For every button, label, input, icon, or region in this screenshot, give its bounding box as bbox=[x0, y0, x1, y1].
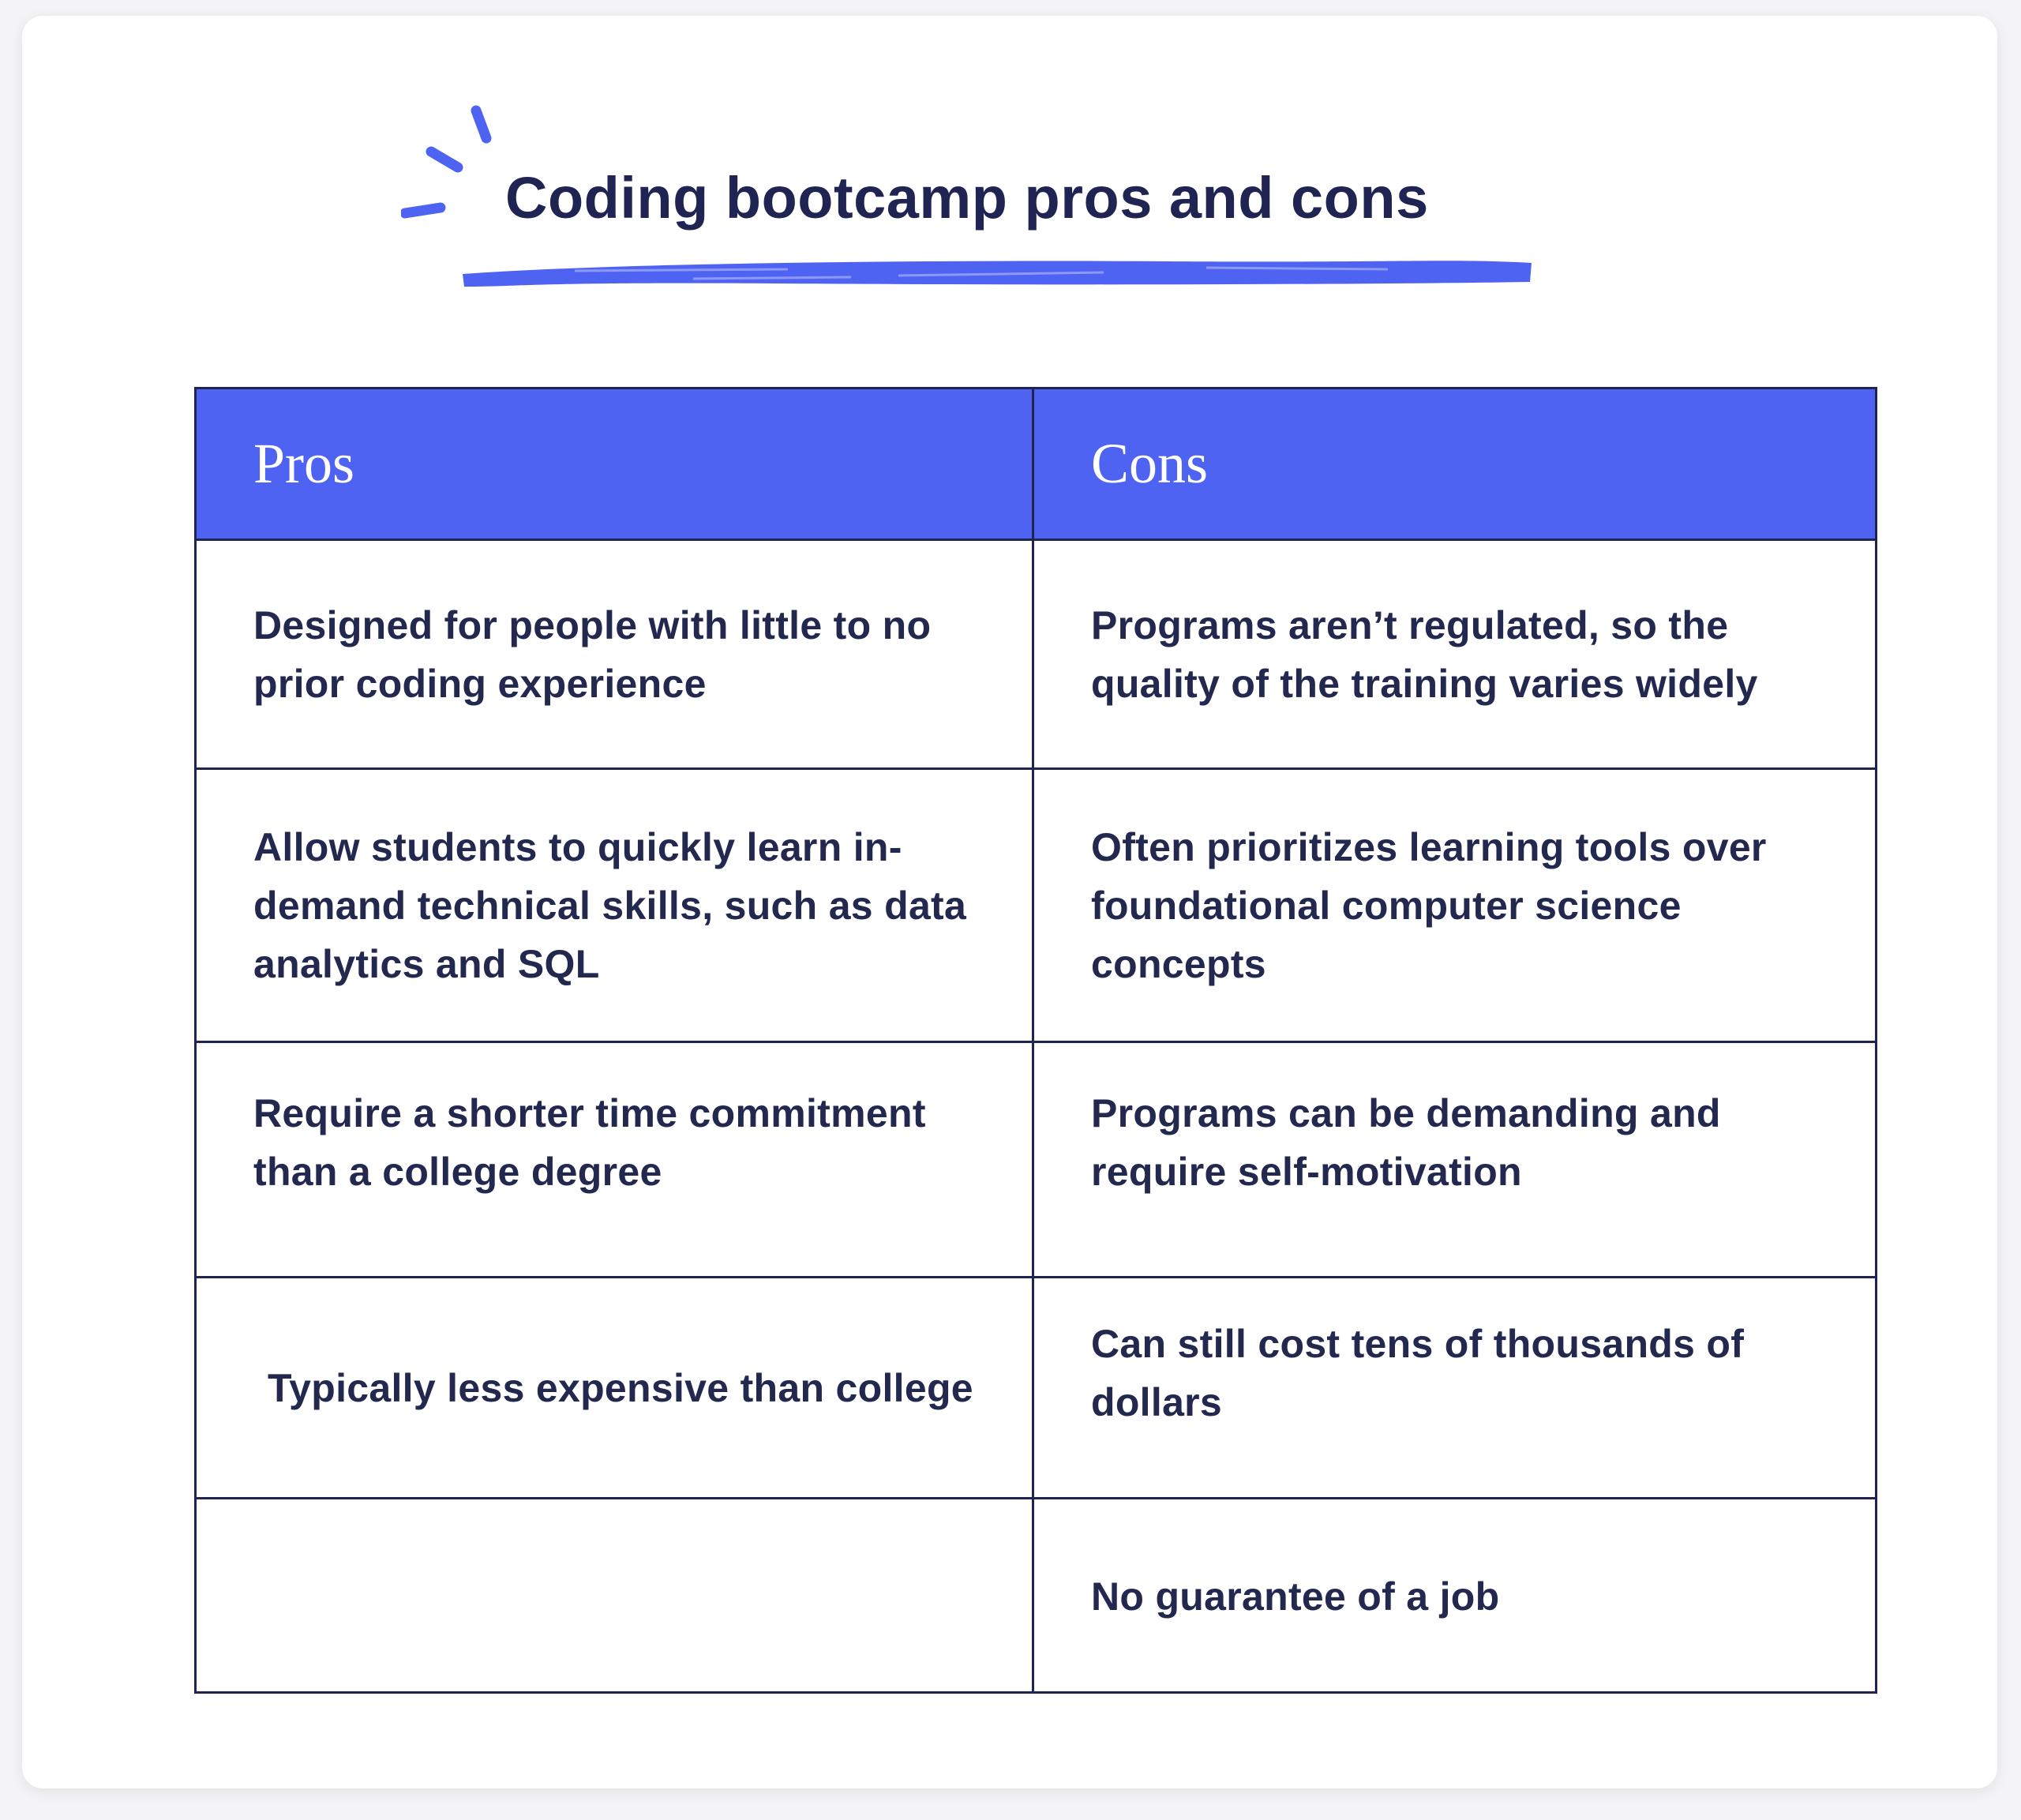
pro-text: Require a shorter time commitment than a college degree bbox=[253, 1091, 926, 1194]
con-text: Often prioritizes learning tools over foundational computer science concepts bbox=[1091, 824, 1767, 986]
pro-text: Allow students to quickly learn in-demand technical skills, such as data analytics and SQL bbox=[253, 824, 967, 986]
header-pros: Pros bbox=[197, 389, 1034, 538]
content-card bbox=[22, 16, 1997, 1788]
table-row bbox=[197, 1278, 1875, 1499]
con-text: Programs aren’t regulated, so the quality of the training varies widely bbox=[1091, 602, 1758, 706]
con-text: Can still cost tens of thousands of dollars bbox=[1091, 1322, 1745, 1424]
header-cons: Cons bbox=[1091, 432, 1209, 495]
title-area bbox=[401, 95, 1569, 316]
con-text: No guarantee of a job bbox=[1091, 1574, 1500, 1619]
pros-cons-table bbox=[194, 387, 1877, 1694]
brush-underline-icon bbox=[456, 249, 1538, 296]
con-text: Programs can be demanding and require self-motivation bbox=[1091, 1091, 1721, 1194]
table-row bbox=[197, 1043, 1875, 1278]
pro-text: Designed for people with little to no prior coding experience bbox=[253, 602, 932, 706]
table-header-row bbox=[197, 389, 1875, 541]
table-row bbox=[197, 1499, 1875, 1694]
table-row bbox=[197, 770, 1875, 1043]
page-title: Coding bootcamp pros and cons bbox=[505, 165, 1429, 231]
pro-text: Typically less expensive than college bbox=[268, 1365, 973, 1410]
table-row bbox=[197, 541, 1875, 770]
